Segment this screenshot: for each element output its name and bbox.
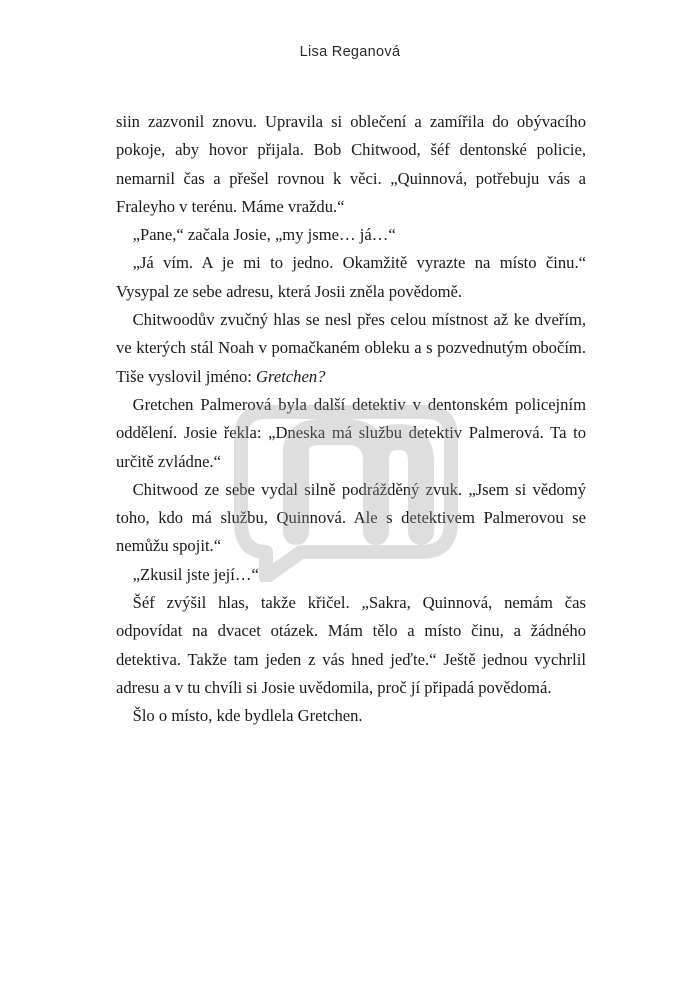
paragraph: Chitwood ze sebe vydal silně podrážděný zvuk. „Jsem si vědomý toho, kdo má službu, Quinnová. Ale s detektivem Palmerovou se nemůžu spojit.“ (116, 479, 586, 556)
running-head: Lisa Reganová (299, 44, 401, 60)
paragraph: siin zazvonil znovu. Upravila si oblečení a zamířila do obývacího pokoje, aby hovor přijala. Bob Chitwood, šéf dentonské policie, nemarnil čas a přešel rovnou k věci. „Quinnová, potřebuju vás a Fraleyho v terénu. Máme vraždu.“ (116, 112, 586, 216)
paragraph: Šlo o místo, kde bydlela Gretchen. (132, 706, 363, 726)
paragraph: Šéf zvýšil hlas, takže křičel. „Sakra, Quinnová, nemám čas odpovídat na dvacet otázek. Mám tělo a místo činu, a žádného detektiva. Takže tam jeden z vás hned jeďte.“ Ještě jednou vychrlil adresu a v tu chvíli si Josie uvědomila, proč jí připadá povědomá. (116, 593, 586, 697)
paragraph: „Zkusil jste její…“ (132, 564, 259, 584)
paragraph: Chitwoodův zvučný hlas se nesl přes celou místnost až ke dveřím, ve kterých stál Noah v pomačkaném obleku a s pozvednutým obočím. Tiše vyslovil jméno: Gretchen? (116, 310, 586, 386)
body-text (116, 108, 586, 731)
paragraph: „Já vím. A je mi to jedno. Okamžitě vyrazte na místo činu.“ Vysypal ze sebe adresu, která Josii zněla povědomě. (116, 253, 586, 301)
paragraph: Gretchen Palmerová byla další detektiv v dentonském policejním oddělení. Josie řekla: „Dneska má službu detektiv Palmerová. Ta to určitě zvládne.“ (116, 394, 586, 471)
emphasis: Gretchen? (256, 366, 326, 386)
paragraph: „Pane,“ začala Josie, „my jsme… já…“ (132, 225, 396, 245)
